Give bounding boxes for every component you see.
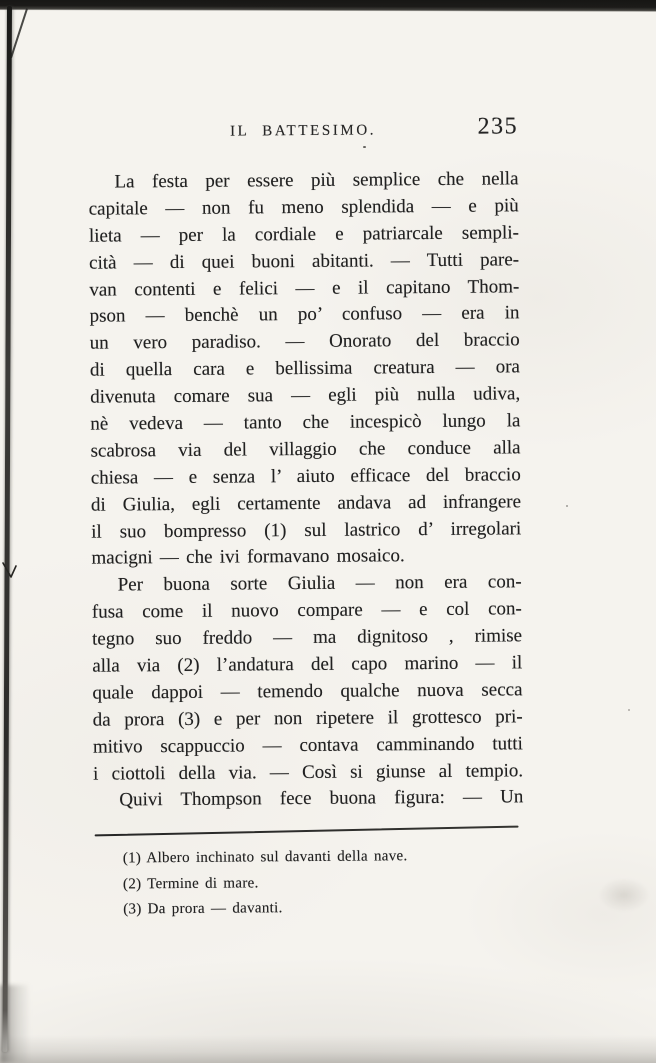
page-header <box>88 113 519 143</box>
footnote-separator <box>95 826 519 837</box>
text-line: divenuta comare sua — egli più nulla udiva, <box>90 383 521 408</box>
bottom-left-smudge <box>0 985 30 1063</box>
paper-speck <box>628 709 630 711</box>
left-gutter-crease <box>10 8 28 58</box>
text-line: lieta — per la cordiale e patriarcale sempli- <box>88 222 519 247</box>
paragraph <box>88 166 521 573</box>
text-line: scabrosa via del villaggio che conduce alla <box>90 437 521 462</box>
text-line: mitivo scappuccio — contava camminando tutti <box>92 732 523 758</box>
text-line: di Giulia, egli certamente andava ad infrangere <box>90 490 522 516</box>
ink-bleedthrough-smudge <box>598 878 650 912</box>
text-line: macigni — che ivi formavano mosaico. <box>91 545 405 570</box>
left-gutter-shadow <box>2 6 12 1052</box>
page-content <box>88 113 524 923</box>
text-line: un vero paradiso. — Onorato del braccio <box>89 329 520 355</box>
body-text <box>88 166 523 815</box>
text-line: quale dappoi — temendo qualche nuova secca <box>92 679 523 704</box>
text-line: pson — benchè un po’ confuso — era in <box>89 302 520 328</box>
text-line: alla via (2) l’andatura del capo marino — il <box>92 652 523 677</box>
page-number: 235 <box>477 113 519 140</box>
text-line: nè vedeva — tanto che incespicò lungo la <box>90 410 521 435</box>
running-title: IL BATTESIMO. <box>229 122 377 140</box>
text-line: chiesa — e senza l’ aiuto efficace del braccio <box>90 464 521 489</box>
footnote: (3) Da prora — davanti. <box>123 900 283 918</box>
top-edge-shadow <box>0 0 656 12</box>
footnote: (2) Termine di mare. <box>122 875 259 893</box>
text-line: Quivi Thompson fece buona figura: — Un <box>119 786 524 811</box>
text-line: da prora (3) e per non ripetere il grottesco pri- <box>92 706 523 731</box>
text-line: fusa come il nuovo compare — e col con- <box>91 598 522 623</box>
text-line: van contenti e felici — e il capitano Thom- <box>89 275 520 301</box>
paragraph <box>93 785 523 815</box>
text-line: il suo bompresso (1) sul lastrico d’ irregolari <box>91 517 522 543</box>
text-line: cità — di quei buoni abitanti. — Tutti pare- <box>89 248 520 274</box>
text-line: capitale — non fu meno splendida — e più <box>88 195 519 220</box>
text-line: La festa per essere più semplice che nella <box>114 168 519 193</box>
text-line: tegno suo freddo — ma dignitoso , rimise <box>91 625 523 650</box>
text-line: i ciottoli della via. — Così si giunse al tempio. <box>93 759 524 785</box>
footnotes <box>94 844 525 924</box>
text-line: Per buona sorte Giulia — non era con- <box>117 571 522 596</box>
text-line: di quella cara e bellissima creatura — ora <box>89 356 521 381</box>
paper-speck <box>566 505 568 507</box>
bottom-edge-shadow <box>0 1035 656 1063</box>
footnote: (1) Albero inchinato sul davanti della nave. <box>122 848 408 867</box>
margin-pen-mark <box>1 560 21 587</box>
paragraph <box>92 570 524 788</box>
